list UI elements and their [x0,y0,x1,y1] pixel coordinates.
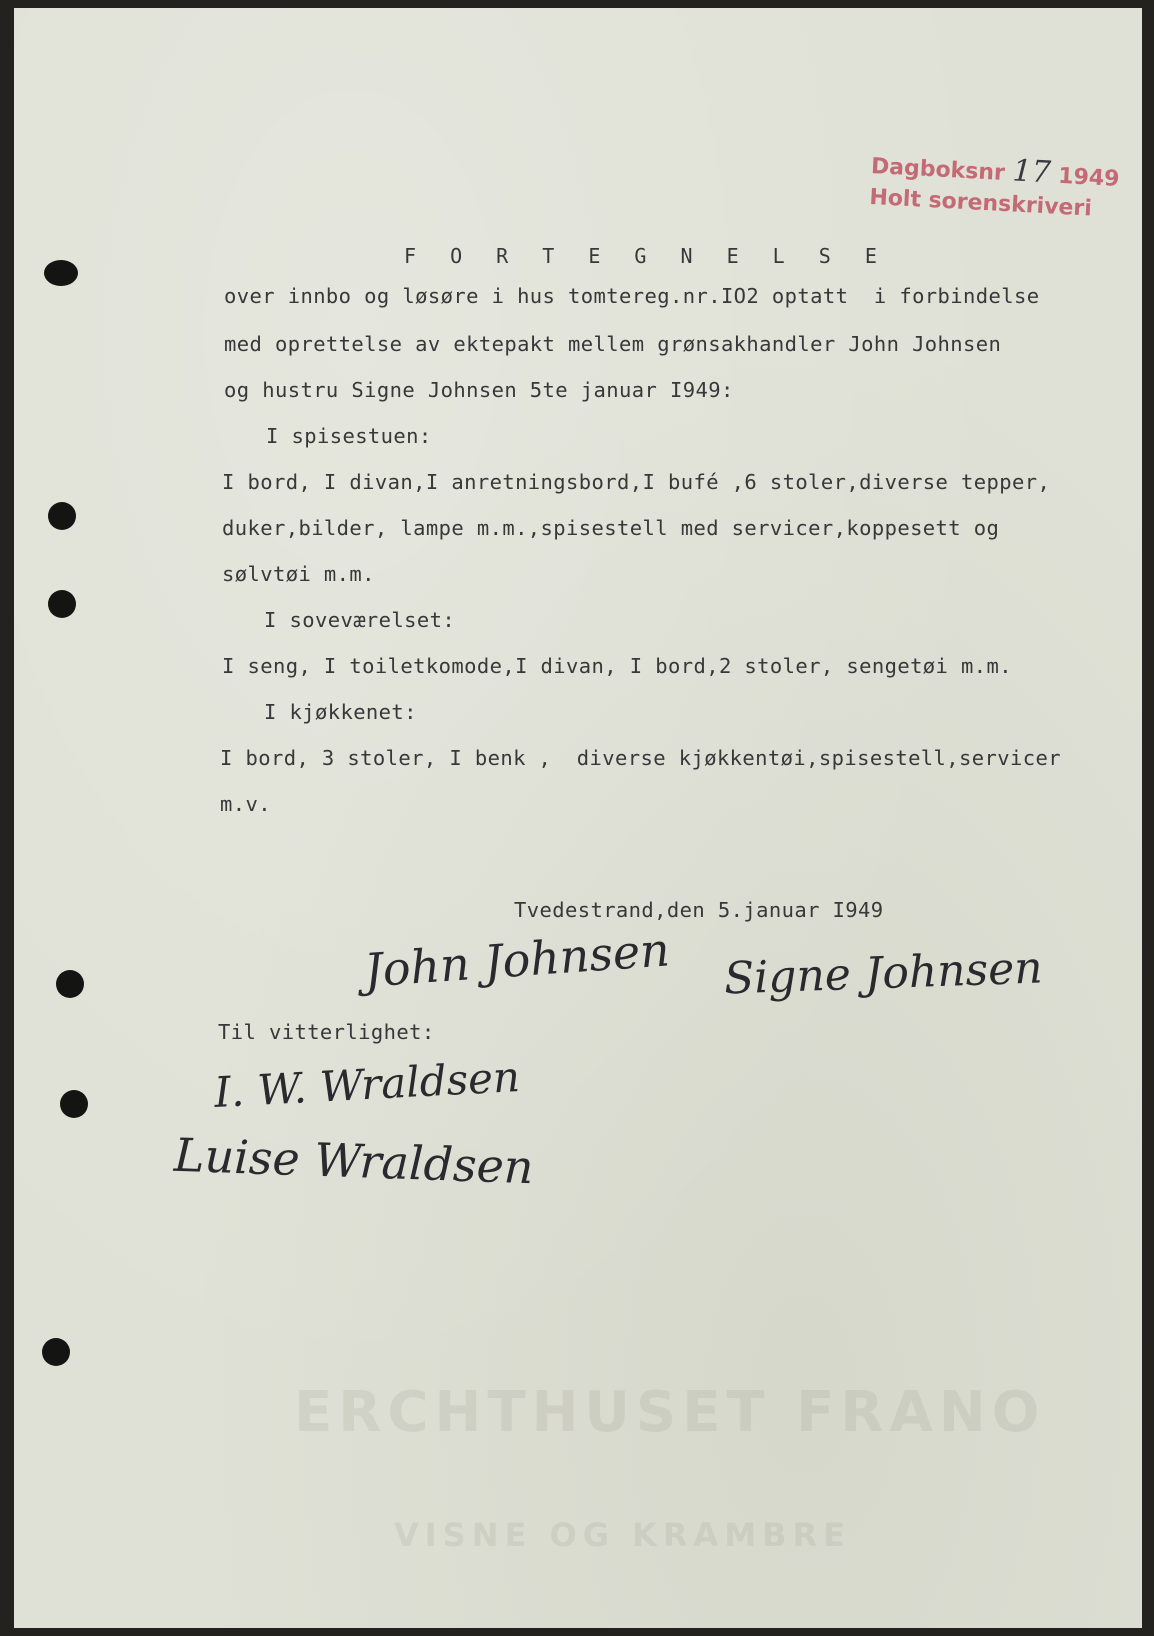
punch-hole [44,260,78,286]
room-line: sølvtøi m.m. [222,562,375,586]
signature-witness-2: Luise Wraldsen [173,1127,535,1195]
stamp-line-2: Holt sorenskriveri [868,184,1093,222]
room-line: duker,bilder, lampe m.m.,spisestell med servicer,koppesett og [222,516,1000,540]
signature-john-johnsen: John Johnsen [362,922,672,998]
registry-stamp [869,148,1121,226]
punch-hole [56,970,84,998]
place-and-date: Tvedestrand,den 5.januar I949 [514,898,884,922]
signature-witness-1: I. W. Wraldsen [212,1052,522,1117]
signature-signe-johnsen: Signe Johnsen [723,942,1044,1005]
faded-stamp-line-2: VISNE OG KRAMBRE [394,1516,852,1554]
room-title-bedroom: I soveværelset: [264,608,456,632]
punch-hole [60,1090,88,1118]
document-heading: F O R T E G N E L S E [404,244,888,268]
room-line: I bord, I divan,I anretningsbord,I bufé ,6 stoler,diverse tepper, [222,470,1051,494]
punch-hole [42,1338,70,1366]
intro-line: med oprettelse av ektepakt mellem grønsakhandler John Johnsen [224,332,1002,356]
punch-hole [48,502,76,530]
room-title-dining: I spisestuen: [266,424,432,448]
faded-stamp-line-1: ERCHTHUSET FRANO [294,1380,1046,1445]
intro-line: og hustru Signe Johnsen 5te januar I949: [224,378,734,402]
room-title-kitchen: I kjøkkenet: [264,700,417,724]
stamp-label: Dagboksnr [870,153,1006,186]
intro-line: over innbo og løsøre i hus tomtereg.nr.IO2 optatt i forbindelse [224,284,1040,308]
punch-hole [48,590,76,618]
room-line: m.v. [220,792,271,816]
room-line: I seng, I toiletkomode,I divan, I bord,2 stoler, sengetøi m.m. [222,654,1013,678]
room-line: I bord, 3 stoler, I benk , diverse kjøkkentøi,spisestell,servicer [220,746,1061,770]
stamp-year: 1949 [1057,163,1121,192]
witness-label: Til vitterlighet: [218,1020,435,1044]
stamp-handwritten-number: 17 [1011,153,1052,191]
document-page [14,8,1142,1628]
